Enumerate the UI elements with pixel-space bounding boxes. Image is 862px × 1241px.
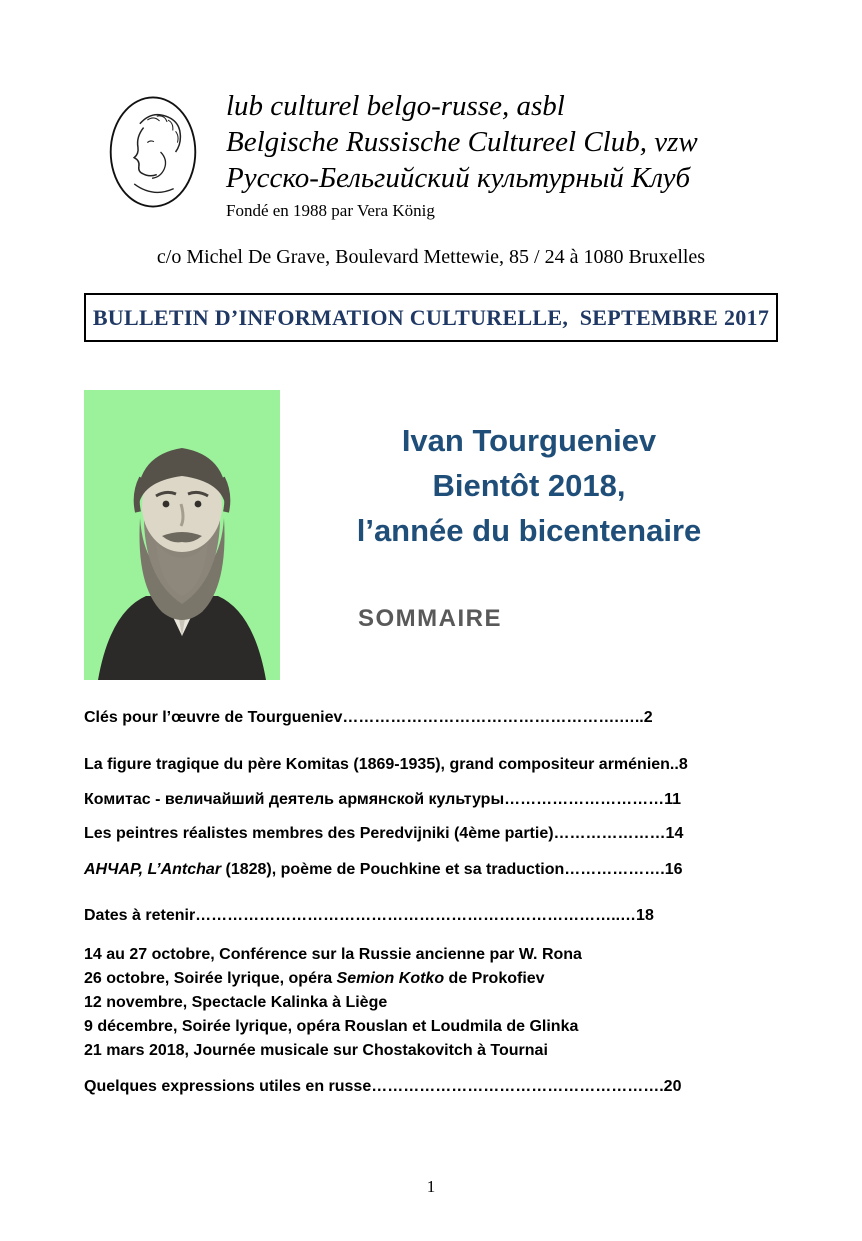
date-item-semion-kotko	[84, 967, 778, 991]
toc-entry-antchar-title: АНЧАР, L’Antchar	[84, 861, 222, 878]
date-item-rona: 14 au 27 octobre, Conférence sur la Russie ancienne par W. Rona	[84, 946, 582, 963]
feature-title-line1: Ivan Tourgueniev	[401, 423, 657, 458]
toc-entry-antchar	[84, 858, 778, 882]
feature-title	[357, 418, 702, 553]
toc-entry-dates: Dates à retenir……………………………………………………………………..…18	[84, 907, 654, 924]
date-item-chostakovitch: 21 mars 2018, Journée musicale sur Chostakovitch à Tournai	[84, 1042, 548, 1059]
date-item-kalinka: 12 novembre, Spectacle Kalinka à Liège	[84, 994, 388, 1011]
toc-entry-peredvijniki: Les peintres réalistes membres des Peredvijniki (4ème partie)…………………14	[84, 825, 684, 842]
page-number: 1	[426, 1177, 436, 1196]
toc-entry-cles: Clés pour l’œuvre de Tourgueniev…………………………………………….…..2	[84, 709, 653, 726]
feature-right-column	[280, 390, 778, 680]
toc-entry-expressions: Quelques expressions utiles en russe……………………………………………….20	[84, 1078, 682, 1095]
sommaire-heading: SOMMAIRE	[358, 605, 502, 632]
pushkin-profile-logo	[106, 92, 200, 212]
masthead-titles	[226, 88, 698, 223]
masthead	[106, 88, 862, 223]
bulletin-banner-text: BULLETIN D’INFORMATION CULTURELLE, SEPTEMBRE 2017	[92, 305, 770, 330]
toc-entry-antchar-rest: (1828), poème de Pouchkine et sa traduction……………….16	[221, 861, 683, 878]
date-item-semion-kotko-post: de Prokofiev	[444, 970, 545, 987]
toc-entry-komitas-fr: La figure tragique du père Komitas (1869-1935), grand compositeur arménien..8	[84, 756, 688, 773]
club-title-fr: lub culturel belgo-russe, asbl	[226, 90, 565, 122]
feature-section	[84, 390, 778, 680]
club-title-ru: Русско-Бельгийский культурный Клуб	[226, 162, 691, 194]
feature-title-line3: l’année du bicentenaire	[356, 513, 702, 548]
club-title-nl: Belgische Russische Cultureel Club, vzw	[226, 126, 698, 158]
club-logo	[106, 92, 200, 212]
feature-title-line2: Bientôt 2018,	[432, 468, 626, 503]
bulletin-banner	[84, 293, 778, 342]
founded-line: Fondé en 1988 par Vera König	[226, 201, 435, 220]
date-item-semion-kotko-opera: Semion Kotko	[336, 970, 445, 987]
table-of-contents	[84, 706, 778, 1099]
toc-entry-komitas-ru: Комитас - величайший деятель армянской культуры…………………………11	[84, 791, 682, 808]
tourgueniev-portrait-image	[84, 390, 280, 680]
club-address: c/o Michel De Grave, Boulevard Mettewie, 85 / 24 à 1080 Bruxelles	[156, 246, 706, 268]
dates-list	[84, 943, 778, 1063]
date-item-rouslan: 9 décembre, Soirée lyrique, opéra Rouslan et Loudmila de Glinka	[84, 1018, 579, 1035]
date-item-semion-kotko-pre: 26 octobre, Soirée lyrique, opéra	[84, 970, 337, 987]
tourgueniev-portrait	[84, 390, 280, 680]
